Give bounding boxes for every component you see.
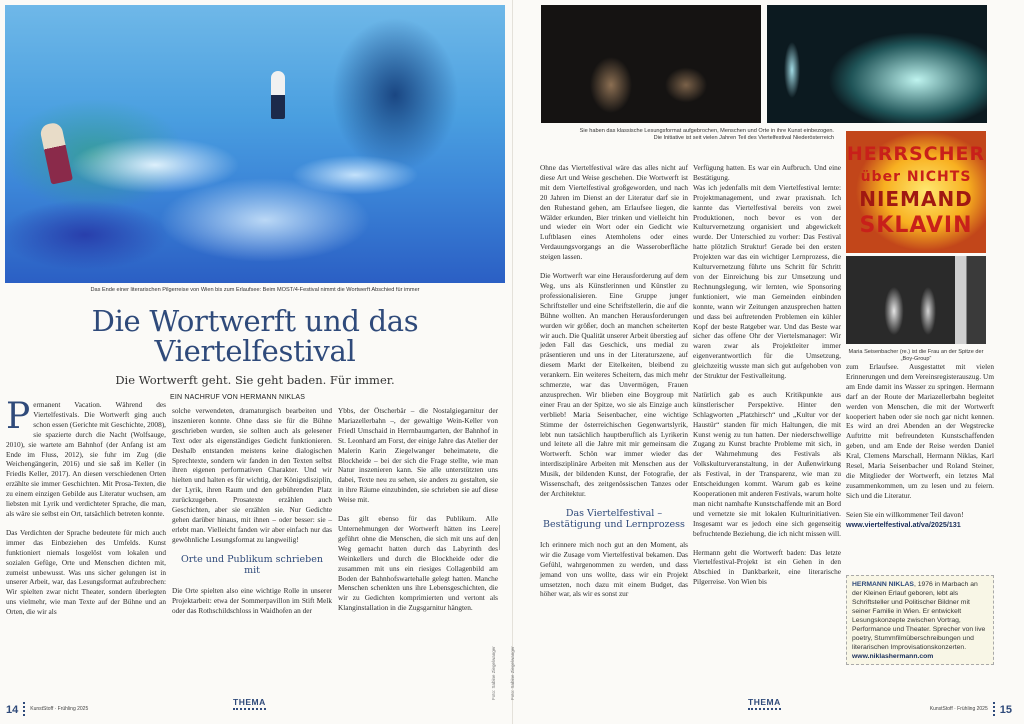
- left-column-3: [338, 406, 498, 622]
- right-page-footer: [930, 700, 1012, 718]
- lake-photo: [5, 5, 505, 283]
- paragraph-text: ermanent Vacation. Während des Viertelfestivals. Die Wortwerft ging auch schon essen (Gerichte mit Geschichte, 2008), sie spazierte durch die Nacht (Wolfsauge, 2010), sie wartete am Bahnhof (der Anfang ist am Ende im Fluss, 2012), sie fuhr im Zug (die Weichengängerin, 2016) und sie saß im Keller (in Friedls Keller, 2017). An diesen verschiedenen Orten erzählte sie immer Geschichten. Mit Prosa-Texten, die zu einem einzigen Gebilde aus Literatur wuchsen, am liebsten mit Lyrik und verdichteter Sprache, die man, als wäre sie selbst ein Ort, tatsächlich betreten konnte.: [6, 400, 166, 518]
- section-label: THEMA: [748, 697, 781, 710]
- night-caption-line-1: Sie haben das klassische Lesungsformat aufgebrochen, Menschen und Orte in ihre Kunst einbezogen.: [579, 128, 834, 134]
- paragraph: Natürlich gab es auch Kritikpunkte aus künstlerischer Perspektive. Hinter den Schlagworten „Platzhirsch“ und „Kultur vor der Haustür“ standen für mich Haltungen, die mit Kunst wenig zu tun hatten. Der niederschwellige Zugang zu Kunst brachte Probleme mit sich, in der Wahrnehmung des Festivals als Volkskulturveranstaltung, in der Außenwirkung als Festival, in der Transparenz, wie man zu Entscheidungen kommt. Warum gab es keine Kooperationen mit anderen Festivals, warum holte man nicht namhafte Kunstschaffende mit an Bord und vernetzte sie mit lokalen Kulturinitiativen. Insgesamt war es jedoch eine sich gegenseitig befruchtende Beziehung, die ich nicht missen will.: [693, 389, 841, 538]
- paragraph: solche verwendeten, dramaturgisch bearbeiten und inszenieren konnte. Ohne dass sie für die Bühne geschrieben wurden, sie sollten auch als gelesener Text oder als eigenständiges Gedicht funktionieren. Deshalb entstanden meistens keine dialogischen Sprechtexte, sondern wir fanden in den Texten selbst ihren eigenen performativen Charakter. Und wir hielten und halten es für wichtig, der Königsdisziplin, der Lyrik, ihren Raum und den gebührenden Platz zurückzugeben. Prosatexte erzählen auch Geschichten, aber sie erzählen sie. Nur Gedichte gehen darüber hinaus, mit ihnen – oder besser: sie – erlebt man. Vielleicht fanden wir aber einfach nur das gewöhnliche Lesungsformat zu langweilig!: [172, 406, 332, 544]
- poster-text-line: über NICHTS: [860, 169, 972, 185]
- page-number: 14: [6, 704, 19, 716]
- standing-person-figure: [271, 71, 285, 119]
- paragraph: Das gilt ebenso für das Publikum. Alle Unternehmungen der Wortwerft hätten ins Leere geführt ohne die Menschen, die sich mit uns auf den Weg gemacht hatten durch das Labyrinth des Weinkellers und durch die Blockheide oder die zusammen mit uns ein riesiges Collagenbild am Boden der Bahnhofswartehalle gelegt hatten. Manche Menschen schenkten uns ihre Lebensgeschichten, die wir zu Gedichten komprimierten und vertont als Klanginstallation in die Zugsgarnitur hängten.: [338, 514, 498, 613]
- section-label: THEMA: [233, 697, 266, 710]
- night-caption-line-2: Die Initiative ist seit vielen Jahren Teil des Viertelfestival Niederösterreich: [653, 135, 834, 141]
- magazine-issue: KunstStoff · Frühling 2025: [929, 705, 988, 712]
- night-photo-caption: [541, 128, 834, 142]
- magazine-issue: KunstStoff · Frühling 2025: [30, 705, 89, 712]
- lake-photo-caption: Das Ende einer literarischen Pilgerreise von Wien bis zum Erlaufsee: Beim MOST/4-Festival nimmt die Wortwerft Abschied für immer: [90, 287, 420, 293]
- page-number: 15: [999, 704, 1012, 716]
- bio-text: , 1976 in Marbach an der Kleinen Erlauf geboren, lebt als Schriftsteller und Politischer Bildner mit seiner Familie in Wien. Er entwickelt Lesungskonzepte zwischen Vortrag, Performance und Theater. Sprecher von live poetry, Stummfilmüberschreibungen und literarischen Improvisationskonzerten.: [852, 581, 986, 651]
- section-heading: Orte und Publikum schrieben mit: [180, 553, 324, 576]
- author-website-link[interactable]: www.niklashermann.com: [852, 653, 934, 660]
- left-column-2: [172, 406, 332, 624]
- paragraph: zum Erlaufsee. Ausgestattet mit vielen Erinnerungen und dem Vereinsregisterauszug. Um am Ende damit ins Wasser zu springen. Hermann darf an der Route der Mariazellerbahn begleitet werden von Menschen, die mit der Wortwerft kooperiert haben oder sie noch gar nicht kennen. Es wird an drei Abenden an der Wegstrecke Auftritte mit befreundeten Kunstschaffenden geben, und am Ende der Reise werden Daniel Kral, Clemens Marschall, Hermann Niklas, Karl Resel, Maria Seisenbacher und Roland Steiner, die Mitglieder der Wortwerft, ein letztes Mal zusammenkommen, um zu lesen und zu feiern. Sich und die Literatur.: [846, 362, 994, 500]
- paragraph: [6, 396, 166, 519]
- dotted-separator: [993, 702, 995, 716]
- left-column-1: [6, 396, 166, 626]
- author-bio-box: [846, 575, 994, 665]
- water-light-photo: [767, 5, 987, 123]
- paragraph: Ybbs, der Ötscherbär – die Nostalgiegarnitur der Mariazellerbahn –, der gewaltige Wein-Keller von Friedl Umschaid in Herrnbaumgarten, der Bahnhof in St. Leonhard am Forst, der einige Jahre das Atelier der Malerin Karin Ziegelwanger beheimatete, die Blockheide – bei der sich die Frage stellte, wie man Natur inszenieren kann. Sie alle unterstützten uns dabei, Texte neu zu sehen, sie anders zu gestalten, sie in ihre Räume einzubinden, sie schrieben sie auf diese Weise mit.: [338, 406, 498, 505]
- closing-line: Seien Sie ein willkommener Teil davon!: [846, 509, 964, 519]
- right-column-2: [693, 163, 841, 596]
- left-page-footer: [6, 700, 88, 718]
- article-subhead: Die Wortwerft geht. Sie geht baden. Für immer.: [115, 373, 395, 387]
- photo-credit: Foto: Sabine Ziegelwanger: [510, 646, 515, 700]
- paragraph: Die Orte spielten also eine wichtige Rolle in unserer Projektarbeit: etwa der Sommerpavillon im Stift Melk oder das Rothschildschloss in Waidhofen an der: [172, 585, 332, 615]
- paragraph: Ich erinnere mich noch gut an den Moment, als wir die Zusage vom Viertelfestival bekamen. Das Gefühl, wahrgenommen zu werden, und dass jemand von uns wollte, dass wir ein Projekt umsetzten, noch dazu mit einem Budget, das höher war, als wir es sonst zur: [540, 539, 688, 599]
- section-heading: Das Viertelfestival – Bestätigung und Lernprozess: [543, 507, 685, 530]
- bio-author-name: HERMANN NIKLAS: [852, 581, 914, 588]
- night-performance-photo: [541, 5, 761, 123]
- paragraph: Das Verdichten der Sprache bedeutete für mich auch immer das Einbeziehen des Umfelds. Kunst funktioniert niemals losgelöst vom lokalen und sozialen Gefüge, Orte und Menschen dichten mit, zumeist unbewusst. Was uns sicher gelungen ist in unserer Arbeit, war, das Lesungsformat aufzubrechen: Wir spielten zwar nicht Theater, sondern überlegten uns vielmehr, wie man Texte auf der Bühne und an Orten, die wir als: [6, 527, 166, 617]
- viertelfestival-link[interactable]: www.viertelfestival.at/va/2025/131: [846, 519, 961, 529]
- group-photo-caption: Maria Seisenbacher (re.) ist die Frau an der Spitze der „Boy-Group“: [848, 349, 984, 362]
- poster-text-line: HERRSCHER: [846, 143, 986, 165]
- poster-text-line: NIEMAND: [859, 187, 973, 211]
- drop-cap: P: [6, 396, 31, 437]
- poster-photo: [846, 131, 986, 253]
- dotted-separator: [23, 702, 25, 716]
- decorative-line: [499, 525, 500, 550]
- right-column-3: [846, 362, 994, 530]
- paragraph: Verfügung hatten. Es war ein Aufbruch. Und eine Bestätigung.: [693, 163, 841, 182]
- paragraph: Was ich jedenfalls mit dem Viertelfestival lernte: Projektmanagement, und zwar praxisnah. Ich kannte das Viertelfestival bereits von zwei Produktionen, noch bevor es von der Kulturvernetzung organisiert und abgewickelt wurde. Der Unterschied zu vorher: Das Festival hatte plötzlich Struktur! Gerade bei den ersten Projekten war das ein wichtiger Lernprozess, die Kulturvernetzung führte uns Schritt für Schritt von der Einreichung bis zur Umsetzung und Rechnungslegung, wir lernten, wie Sponsoring funktioniert, wie man Gemeinden einbinden konnte, wann wir Zeitungen anzusprechen hatten und dass bei auftretenden Problemen ein kühler Kopf der beste Ratgeber war. Und das Beste war sicher das offene Ohr der Viertelsmanager: Wir waren zwar als Projektleiter immer eigenverantwortlich für die Umsetzung, gleichzeitig wusste man sich gut aufgehoben von der Struktur der Festivalleitung.: [693, 182, 841, 381]
- group-photo: [846, 256, 986, 344]
- sitting-person-figure: [39, 121, 73, 184]
- paragraph: Ohne das Viertelfestival wäre das alles nicht auf diese Art und Weise geschehen. Die Wortwerft ist mit dem Viertelfestival großgeworden, und nach 20 Jahren im Dienst an der Literatur darf sie in den Ruhestand gehen, am Erlaufsee liegen, die Wälder erkunden, Bier trinken und vielleicht hin und wieder ein Wort oder ein Gedicht wie Luftblasen eines Atemholens oder eines Verdauungsvorgangs an die Wasseroberfläche steigen lassen.: [540, 163, 688, 262]
- article-byline: EIN NACHRUF VON HERMANN NIKLAS: [170, 394, 306, 401]
- right-column-1: [540, 163, 688, 608]
- photo-credit: Foto: Sabine Ziegelwanger: [491, 646, 496, 700]
- paragraph: Hermann geht die Wortwerft baden: Das letzte Viertelfestival-Projekt ist ein Gehen in den Abschied in Dankbarkeit, eine literarische Pilgerreise. Von Wien bis: [693, 547, 841, 587]
- poster-text-line: SKLAVIN: [859, 213, 973, 238]
- article-headline: Die Wortwerft und das Viertelfestival: [91, 304, 419, 368]
- paragraph: Die Wortwerft war eine Herausforderung auf dem Weg, uns als Künstlerinnen und Künstler zu professionalisieren. Eine Gruppe junger Schriftsteller und eine Schriftstellerin, die auf die Bühne wollten. An manchen Herausforderungen wurden wir größer, doch an manchen scheiterten wir auch. Die Qualität unserer Arbeit überstieg auf jeden Fall das Geschick, uns medial zu präsentieren und uns in der Literaturszene, auf diesem Markt der Eitelkeiten, bleibend zu verankern. Ein weiteres Scheitern, das mich mehr schmerzte, war das Unvermögen, Frauen anzusprechen. Wir blieben eine Boygroup mit einer Frau an der Spitze, wo sie als Einzige auch verblieb! Maria Seisenbacher, eine wichtige Stimme der österreichischen Gegenwartslyrik, lebt nun tatsächlich hauptberuflich als Lyrikerin und leitete all die Jahre mit mir gemeinsam die Wortwerft. Schön war immer wieder das interdisziplinäre Arbeiten mit Menschen aus der Musik, der bildenden Kunst, der Fotografie, der Wissenschaft, des zeitgenössischen Tanzes oder der Architektur.: [540, 271, 688, 498]
